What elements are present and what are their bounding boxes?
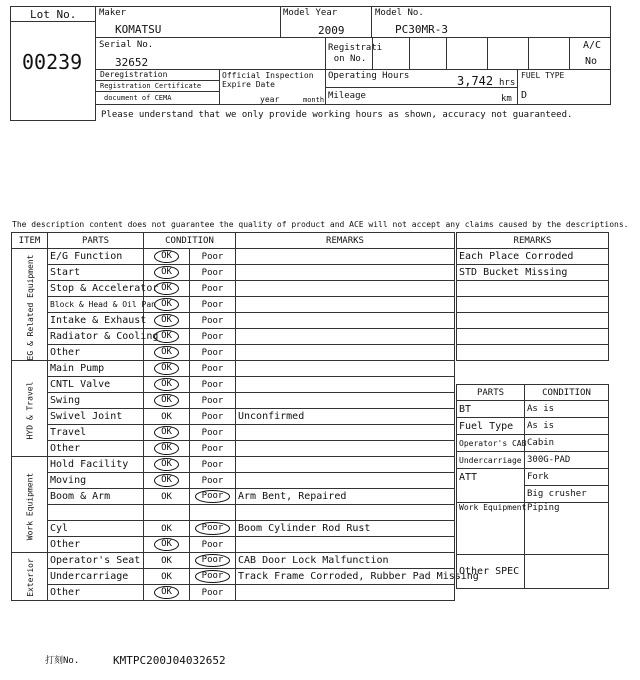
table-header-row bbox=[12, 233, 455, 249]
fuel-type-value: D bbox=[521, 90, 528, 101]
remark-cell bbox=[236, 249, 455, 265]
registration-certificate-label: Registration Certificate bbox=[100, 82, 202, 90]
remarks-cell bbox=[457, 313, 609, 329]
table-row bbox=[12, 329, 455, 345]
spec-part-cell: Other SPEC bbox=[457, 555, 525, 589]
registration-digit-cell-2 bbox=[409, 37, 447, 70]
ok-circled: OK bbox=[154, 586, 179, 599]
part-cell: Cyl bbox=[48, 521, 144, 537]
poor-label: Poor bbox=[201, 411, 224, 422]
fuel-type-label: FUEL TYPE bbox=[521, 71, 565, 80]
poor-cell bbox=[190, 393, 236, 409]
table-row bbox=[12, 313, 455, 329]
poor-cell bbox=[190, 585, 236, 601]
part-cell: CNTL Valve bbox=[48, 377, 144, 393]
part-cell: Travel bbox=[48, 425, 144, 441]
part-cell: Other bbox=[48, 441, 144, 457]
ok-label: OK bbox=[161, 411, 172, 422]
poor-circled: Poor bbox=[195, 570, 231, 583]
poor-label: Poor bbox=[201, 427, 224, 438]
item-group-label: Exterior bbox=[25, 557, 35, 597]
poor-cell bbox=[190, 329, 236, 345]
table-row bbox=[12, 265, 455, 281]
part-cell: Swivel Joint bbox=[48, 409, 144, 425]
poor-cell bbox=[190, 409, 236, 425]
poor-cell bbox=[190, 441, 236, 457]
spec-condition-cell: 300G-PAD bbox=[525, 452, 609, 469]
table-row bbox=[12, 457, 455, 473]
spec-row bbox=[457, 555, 609, 589]
ok-label: OK bbox=[161, 571, 172, 582]
ok-circled: OK bbox=[154, 394, 179, 407]
ok-circled: OK bbox=[154, 474, 179, 487]
condition-header: CONDITION bbox=[144, 233, 236, 249]
remarks-row bbox=[457, 281, 609, 297]
remark-cell: Unconfirmed bbox=[236, 409, 455, 425]
operating-hours-value: 3,742 bbox=[457, 74, 494, 88]
poor-circled: Poor bbox=[195, 522, 231, 535]
ok-cell bbox=[144, 441, 190, 457]
remark-cell bbox=[236, 473, 455, 489]
spec-row bbox=[457, 452, 609, 469]
remarks-cell: Each Place Corroded bbox=[457, 249, 609, 265]
table-row bbox=[12, 553, 455, 569]
spec-part-cell: BT bbox=[457, 401, 525, 418]
ok-cell bbox=[144, 473, 190, 489]
poor-label: Poor bbox=[201, 475, 224, 486]
maker-value: KOMATSU bbox=[115, 23, 162, 36]
inspection-label-1: Official Inspection bbox=[222, 71, 314, 80]
lot-no-label: Lot No. bbox=[30, 8, 77, 21]
remark-cell bbox=[236, 345, 455, 361]
registration-digit-cell-1 bbox=[372, 37, 410, 70]
remarks-cell bbox=[457, 281, 609, 297]
spec-condition-header: CONDITION bbox=[525, 385, 609, 401]
parts-header: PARTS bbox=[48, 233, 144, 249]
table-row bbox=[12, 425, 455, 441]
table-row bbox=[12, 249, 455, 265]
model-no-value: PC30MR-3 bbox=[395, 23, 448, 36]
ok-cell bbox=[144, 553, 190, 569]
right-remarks-header: REMARKS bbox=[457, 233, 609, 249]
remark-cell bbox=[236, 265, 455, 281]
poor-cell bbox=[190, 505, 236, 521]
ok-circled: OK bbox=[154, 282, 179, 295]
remark-cell bbox=[236, 377, 455, 393]
spec-parts-header: PARTS bbox=[457, 385, 525, 401]
remark-cell bbox=[236, 457, 455, 473]
part-cell: Moving bbox=[48, 473, 144, 489]
table-row bbox=[12, 297, 455, 313]
remarks-cell: STD Bucket Missing bbox=[457, 265, 609, 281]
spec-part-cell: Fuel Type bbox=[457, 418, 525, 435]
ok-cell bbox=[144, 361, 190, 377]
remark-cell bbox=[236, 537, 455, 553]
part-cell: Block & Head & Oil Pan bbox=[48, 297, 144, 313]
disclaimer: The description content does not guarantee the quality of product and ACE will not accept any claims caused by the descriptions. bbox=[12, 220, 629, 229]
spec-row bbox=[457, 469, 609, 486]
poor-cell bbox=[190, 457, 236, 473]
spec-condition-cell: As is bbox=[525, 401, 609, 418]
serial-no-label: Serial No. bbox=[99, 40, 154, 50]
remark-cell bbox=[236, 329, 455, 345]
part-cell: Other bbox=[48, 537, 144, 553]
remark-cell bbox=[236, 585, 455, 601]
table-row bbox=[12, 441, 455, 457]
spec-condition-cell: Fork bbox=[525, 469, 609, 486]
table-row bbox=[12, 585, 455, 601]
remarks-table bbox=[456, 232, 609, 361]
ok-cell bbox=[144, 489, 190, 505]
table-row bbox=[12, 377, 455, 393]
table-row bbox=[12, 393, 455, 409]
poor-label: Poor bbox=[201, 395, 224, 406]
cema-label: document of CEMA bbox=[104, 94, 172, 102]
poor-label: Poor bbox=[201, 459, 224, 470]
part-cell: Hold Facility bbox=[48, 457, 144, 473]
remark-cell bbox=[236, 313, 455, 329]
spec-row bbox=[457, 503, 609, 555]
remark-cell: Arm Bent, Repaired bbox=[236, 489, 455, 505]
poor-cell bbox=[190, 489, 236, 505]
remarks-row bbox=[457, 345, 609, 361]
remark-cell: Boom Cylinder Rod Rust bbox=[236, 521, 455, 537]
poor-circled: Poor bbox=[195, 490, 231, 503]
ok-circled: OK bbox=[154, 330, 179, 343]
poor-cell bbox=[190, 345, 236, 361]
poor-cell bbox=[190, 361, 236, 377]
ok-circled: OK bbox=[154, 378, 179, 391]
spec-row bbox=[457, 401, 609, 418]
ok-cell bbox=[144, 265, 190, 281]
ok-cell bbox=[144, 313, 190, 329]
ok-circled: OK bbox=[154, 314, 179, 327]
spec-row bbox=[457, 435, 609, 452]
poor-cell bbox=[190, 281, 236, 297]
remark-cell bbox=[236, 393, 455, 409]
poor-label: Poor bbox=[201, 539, 224, 550]
km-label: km bbox=[501, 94, 512, 104]
table-row bbox=[12, 537, 455, 553]
remark-cell: Track Frame Corroded, Rubber Pad Missing bbox=[236, 569, 455, 585]
part-cell: Other bbox=[48, 345, 144, 361]
poor-label: Poor bbox=[201, 267, 224, 278]
part-cell: Other bbox=[48, 585, 144, 601]
ok-cell bbox=[144, 569, 190, 585]
ok-circled: OK bbox=[154, 426, 179, 439]
spec-part-cell: Work Equipment bbox=[457, 503, 525, 555]
ac-label: A/C bbox=[583, 40, 602, 51]
ac-value: No bbox=[585, 56, 598, 67]
poor-cell bbox=[190, 265, 236, 281]
item-header: ITEM bbox=[12, 233, 48, 249]
ok-cell bbox=[144, 425, 190, 441]
stamp-no-value: KMTPC200J04032652 bbox=[113, 654, 226, 667]
ok-circled: OK bbox=[154, 298, 179, 311]
remark-cell bbox=[236, 297, 455, 313]
ok-cell bbox=[144, 521, 190, 537]
part-cell: Undercarriage bbox=[48, 569, 144, 585]
remarks-cell bbox=[457, 297, 609, 313]
table-row bbox=[12, 361, 455, 377]
ok-label: OK bbox=[161, 555, 172, 566]
remarks-row bbox=[457, 313, 609, 329]
poor-label: Poor bbox=[201, 251, 224, 262]
table-row bbox=[12, 521, 455, 537]
remarks-cell bbox=[457, 329, 609, 345]
spec-part-cell: Operator's CAB bbox=[457, 435, 525, 452]
remark-cell bbox=[236, 281, 455, 297]
remarks-row bbox=[457, 329, 609, 345]
item-group-cell bbox=[12, 361, 48, 457]
spec-condition-cell: As is bbox=[525, 418, 609, 435]
part-cell: E/G Function bbox=[48, 249, 144, 265]
table-row bbox=[12, 473, 455, 489]
inspection-label-2: Expire Date bbox=[222, 80, 275, 89]
poor-circled: Poor bbox=[195, 554, 231, 567]
part-cell: Stop & Accelerator bbox=[48, 281, 144, 297]
poor-label: Poor bbox=[201, 587, 224, 598]
mileage-label: Mileage bbox=[328, 91, 366, 101]
poor-label: Poor bbox=[201, 379, 224, 390]
poor-cell bbox=[190, 249, 236, 265]
poor-cell bbox=[190, 297, 236, 313]
registration-digit-cell-5 bbox=[528, 37, 570, 70]
poor-label: Poor bbox=[201, 363, 224, 374]
poor-label: Poor bbox=[201, 299, 224, 310]
spec-condition-cell bbox=[525, 555, 609, 589]
model-year-label: Model Year bbox=[283, 8, 338, 18]
model-year-value: 2009 bbox=[318, 24, 345, 37]
remarks-row bbox=[457, 297, 609, 313]
spec-table bbox=[456, 384, 609, 589]
ok-cell bbox=[144, 505, 190, 521]
poor-label: Poor bbox=[201, 283, 224, 294]
remark-cell bbox=[236, 425, 455, 441]
poor-label: Poor bbox=[201, 315, 224, 326]
spec-condition-cell: Piping bbox=[525, 503, 609, 555]
item-group-label: HYD & Travel bbox=[25, 381, 35, 440]
poor-label: Poor bbox=[201, 443, 224, 454]
ok-circled: OK bbox=[154, 250, 179, 263]
part-cell: Operator's Seat bbox=[48, 553, 144, 569]
part-cell: Start bbox=[48, 265, 144, 281]
operating-hours-label: Operating Hours bbox=[328, 71, 410, 81]
spec-row bbox=[457, 418, 609, 435]
spec-row bbox=[457, 486, 609, 503]
remarks-header: REMARKS bbox=[236, 233, 455, 249]
item-group-label: EG & Related Equipment bbox=[25, 254, 35, 360]
ok-circled: OK bbox=[154, 458, 179, 471]
poor-cell bbox=[190, 553, 236, 569]
poor-cell bbox=[190, 473, 236, 489]
item-group-cell bbox=[12, 249, 48, 361]
remark-cell bbox=[236, 441, 455, 457]
ok-circled: OK bbox=[154, 346, 179, 359]
ok-label: OK bbox=[161, 491, 172, 502]
remark-cell bbox=[236, 361, 455, 377]
spec-header-row bbox=[457, 385, 609, 401]
ok-cell bbox=[144, 585, 190, 601]
part-cell bbox=[48, 505, 144, 521]
poor-cell bbox=[190, 313, 236, 329]
table-row bbox=[12, 409, 455, 425]
remarks-cell bbox=[457, 345, 609, 361]
ok-cell bbox=[144, 393, 190, 409]
maker-label: Maker bbox=[99, 8, 127, 18]
ok-cell bbox=[144, 409, 190, 425]
month-label: month bbox=[303, 96, 325, 104]
ok-label: OK bbox=[161, 523, 172, 534]
poor-cell bbox=[190, 425, 236, 441]
ok-cell bbox=[144, 377, 190, 393]
ok-cell bbox=[144, 537, 190, 553]
table-row bbox=[12, 345, 455, 361]
ok-cell bbox=[144, 457, 190, 473]
remarks-header-row bbox=[457, 233, 609, 249]
remark-cell bbox=[236, 505, 455, 521]
deregistration-label: Deregistration bbox=[100, 70, 168, 79]
spec-part-cell bbox=[457, 486, 525, 503]
table-row bbox=[12, 569, 455, 585]
table-row bbox=[12, 489, 455, 505]
part-cell: Radiator & Cooling bbox=[48, 329, 144, 345]
accuracy-note: Please understand that we only provide working hours as shown, accuracy not guaranteed. bbox=[101, 110, 573, 120]
remark-cell: CAB Door Lock Malfunction bbox=[236, 553, 455, 569]
poor-cell bbox=[190, 537, 236, 553]
spec-part-cell: ATT bbox=[457, 469, 525, 486]
poor-cell bbox=[190, 377, 236, 393]
registration-label: Registrati on No. bbox=[328, 43, 383, 64]
ok-cell bbox=[144, 345, 190, 361]
poor-cell bbox=[190, 521, 236, 537]
part-cell: Intake & Exhaust bbox=[48, 313, 144, 329]
poor-cell bbox=[190, 569, 236, 585]
part-cell: Main Pump bbox=[48, 361, 144, 377]
part-cell: Boom & Arm bbox=[48, 489, 144, 505]
serial-no-value: 32652 bbox=[115, 56, 149, 69]
part-cell: Swing bbox=[48, 393, 144, 409]
spec-condition-cell: Cabin bbox=[525, 435, 609, 452]
registration-digit-cell-3 bbox=[446, 37, 488, 70]
ok-circled: OK bbox=[154, 362, 179, 375]
remarks-row bbox=[457, 265, 609, 281]
poor-label: Poor bbox=[201, 347, 224, 358]
model-no-label: Model No. bbox=[375, 8, 424, 18]
ok-circled: OK bbox=[154, 538, 179, 551]
item-group-label: Work Equipment bbox=[25, 472, 35, 541]
hrs-label: hrs bbox=[499, 78, 516, 88]
spec-part-cell: Undercarriage bbox=[457, 452, 525, 469]
remarks-row bbox=[457, 249, 609, 265]
table-row bbox=[12, 281, 455, 297]
registration-digit-cell-4 bbox=[487, 37, 529, 70]
spec-condition-cell: Big crusher bbox=[525, 486, 609, 503]
item-group-cell bbox=[12, 553, 48, 601]
poor-label: Poor bbox=[201, 331, 224, 342]
year-label: year bbox=[260, 95, 280, 104]
item-group-cell bbox=[12, 457, 48, 553]
lot-no: 00239 bbox=[22, 50, 83, 74]
stamp-no-label: 打刻No. bbox=[45, 656, 80, 666]
ok-circled: OK bbox=[154, 266, 179, 279]
ok-cell bbox=[144, 249, 190, 265]
ok-circled: OK bbox=[154, 442, 179, 455]
table-row bbox=[12, 505, 455, 521]
